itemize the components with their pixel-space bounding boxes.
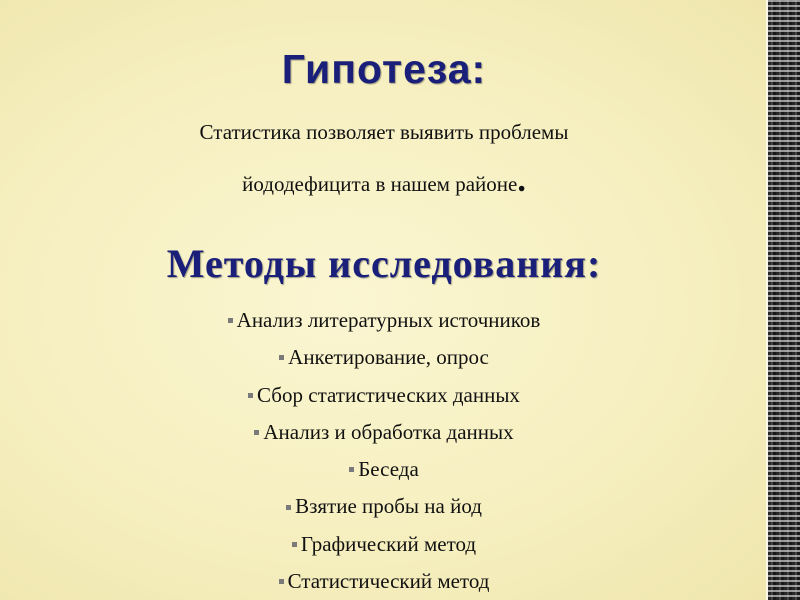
method-label: Графический метод bbox=[300, 531, 477, 556]
method-label: Взятие пробы на йод bbox=[295, 494, 482, 519]
hypothesis-text-line-2 bbox=[0, 162, 768, 199]
list-item bbox=[0, 339, 768, 376]
list-item bbox=[0, 377, 768, 414]
method-label: Анализ литературных источников bbox=[236, 308, 541, 332]
bullet-icon bbox=[279, 579, 284, 584]
bullet-icon bbox=[248, 393, 253, 398]
methods-title: Методы исследования: bbox=[166, 241, 602, 286]
method-label: Беседа bbox=[358, 457, 419, 482]
list-item bbox=[0, 526, 768, 563]
decorative-edge-strip bbox=[768, 0, 800, 600]
list-item bbox=[0, 563, 768, 600]
bullet-icon bbox=[279, 355, 284, 360]
methods-list bbox=[0, 302, 768, 600]
hypothesis-title: Гипотеза: bbox=[281, 46, 487, 92]
bullet-icon bbox=[228, 318, 233, 323]
list-item bbox=[0, 414, 768, 451]
list-item bbox=[0, 488, 768, 525]
method-label: Статистический метод bbox=[287, 569, 490, 594]
method-label: Анализ и обработка данных bbox=[263, 419, 514, 444]
bullet-icon bbox=[349, 467, 354, 472]
method-label: Анкетирование, опрос bbox=[288, 345, 489, 370]
hypothesis-text-line-2-content: йододефицита в нашем районе bbox=[242, 172, 518, 196]
hypothesis-period: . bbox=[517, 162, 526, 199]
bullet-icon bbox=[292, 542, 297, 547]
hypothesis-text-line-1: Статистика позволяет выявить проблемы bbox=[199, 120, 569, 144]
bullet-icon bbox=[286, 505, 291, 510]
list-item bbox=[0, 302, 768, 339]
list-item bbox=[0, 451, 768, 488]
method-label: Сбор статистических данных bbox=[257, 382, 520, 407]
bullet-icon bbox=[254, 430, 259, 435]
